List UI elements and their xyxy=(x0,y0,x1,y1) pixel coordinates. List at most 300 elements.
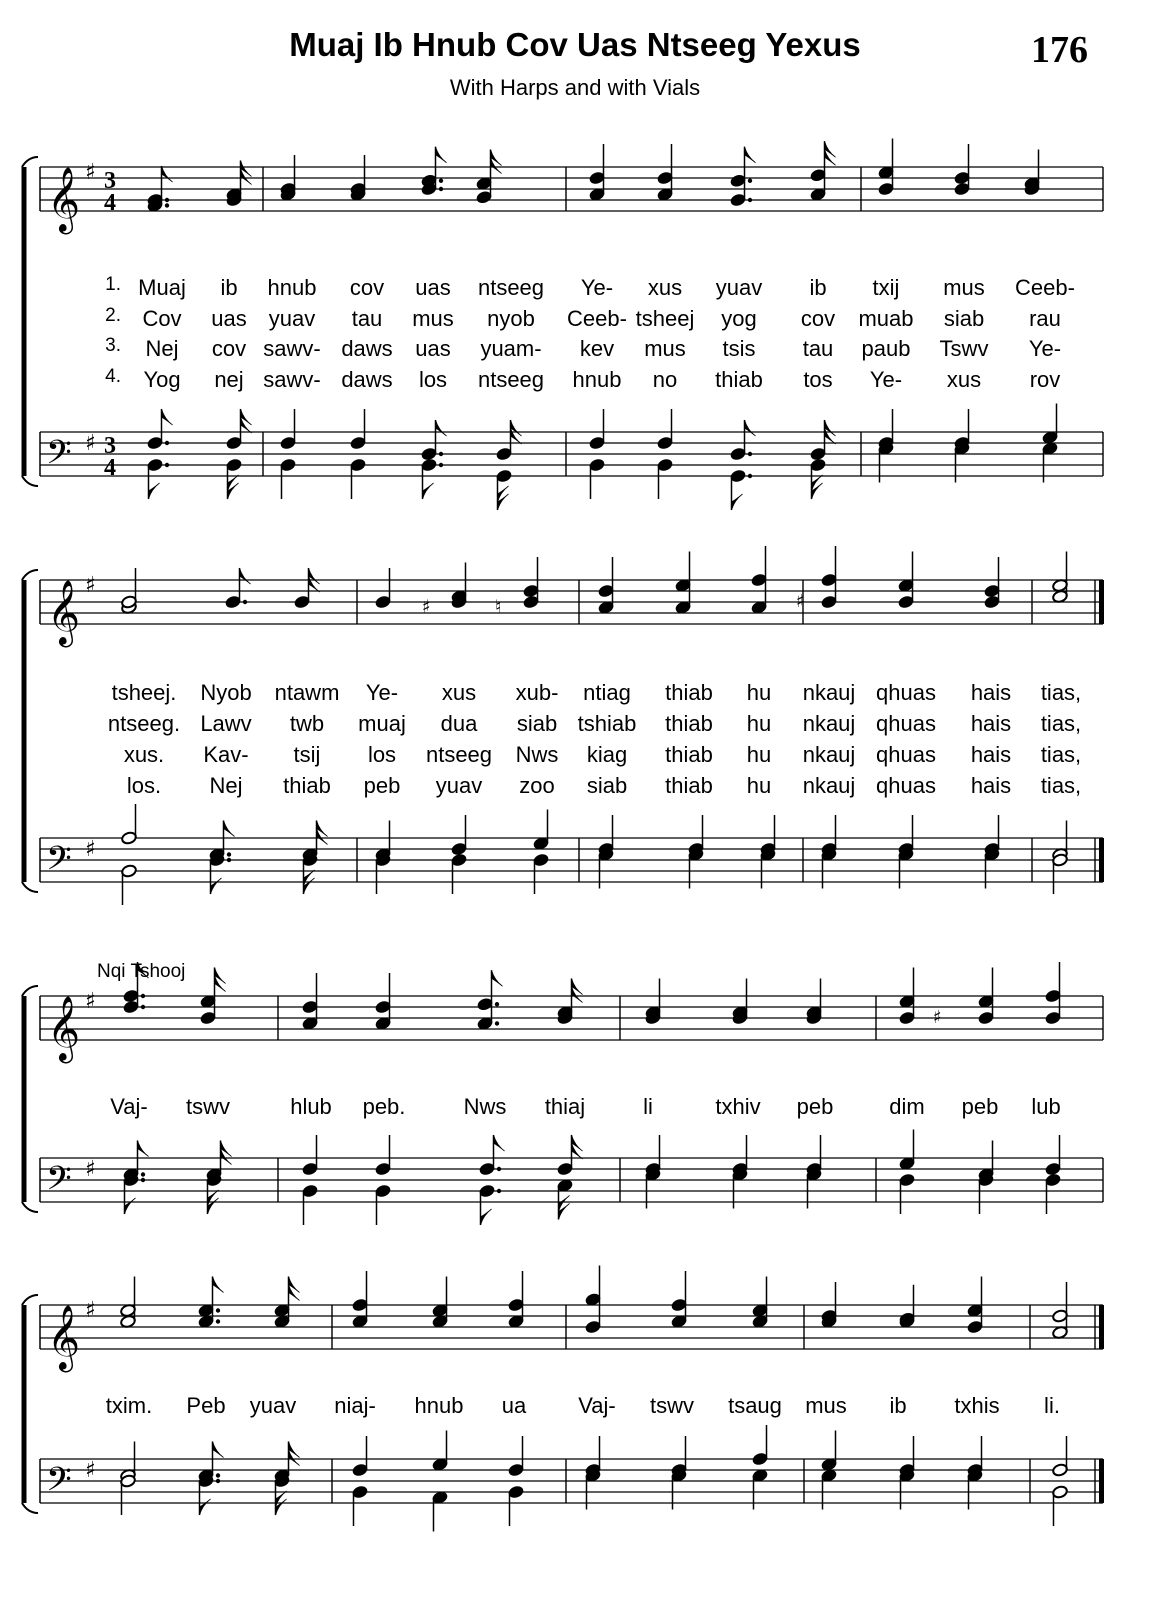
lyric-syllable: lub xyxy=(1031,1094,1061,1119)
lyric-syllable: thiab xyxy=(665,742,713,767)
lyric-syllable: txhiv xyxy=(715,1094,761,1119)
bracket-top-hook xyxy=(22,986,38,996)
lyric-syllable: peb. xyxy=(362,1094,406,1119)
key-signature-sharp: ♯ xyxy=(85,1458,96,1483)
note-flag xyxy=(481,1209,492,1225)
key-signature-sharp: ♯ xyxy=(85,431,96,456)
bass-note-upper xyxy=(1042,404,1059,445)
lyric-syllable: daws xyxy=(341,367,393,392)
lyric-syllable: ua xyxy=(501,1393,527,1418)
augmentation-dot xyxy=(439,187,443,191)
lyric-syllable: niaj- xyxy=(334,1393,376,1418)
bass-clef-icon: 𝄢 xyxy=(46,840,72,886)
augmentation-dot xyxy=(141,1005,145,1009)
lyric-syllable: daws xyxy=(341,336,393,361)
verse-number: 1. xyxy=(105,274,121,295)
bracket-top-hook xyxy=(22,157,38,167)
augmentation-dot xyxy=(165,441,169,445)
bass-note-lower xyxy=(375,853,392,894)
lyric-syllable: thiab xyxy=(665,711,713,736)
bass-note-lower xyxy=(451,853,468,894)
bass-note-lower xyxy=(978,1173,995,1214)
bass-note-upper xyxy=(810,420,836,461)
lyric-syllable: tias, xyxy=(1040,773,1082,798)
lyric-syllable: xus. xyxy=(123,742,165,767)
lyric-syllable: muaj xyxy=(358,711,406,736)
note-flag xyxy=(492,970,503,986)
bass-note-lower xyxy=(1045,1173,1062,1214)
verse-number: 4. xyxy=(105,366,121,387)
augmentation-dot xyxy=(439,452,443,456)
lyric-syllable: hais xyxy=(970,742,1012,767)
lyric-syllable: nkauj xyxy=(802,680,856,705)
lyric-syllable: zoo xyxy=(519,773,555,798)
lyric-syllable: uas xyxy=(415,336,451,361)
bass-note-lower xyxy=(657,458,674,499)
augmentation-dot xyxy=(243,600,247,604)
lyric-syllable: yuav xyxy=(268,306,316,331)
lyric-syllable: txij xyxy=(872,275,900,300)
key-signature-sharp: ♯ xyxy=(85,160,96,185)
treble-note xyxy=(751,546,768,615)
note-flag xyxy=(423,483,434,499)
augmentation-dot xyxy=(165,463,169,467)
accidental-sharp: ♯ xyxy=(796,591,805,612)
augmentation-dot xyxy=(748,452,752,456)
augmentation-dot xyxy=(748,198,752,202)
treble-note xyxy=(954,144,971,196)
bass-note-upper xyxy=(147,409,173,450)
note-flag xyxy=(213,1277,224,1293)
lyric-syllable: peb xyxy=(363,773,401,798)
bass-note-upper xyxy=(432,1431,449,1472)
bass-note-lower xyxy=(226,458,243,499)
treble-note xyxy=(508,1271,525,1329)
augmentation-dot xyxy=(216,1319,220,1323)
bracket-bottom-hook xyxy=(22,1503,38,1513)
accidental-sharp: ♯ xyxy=(422,596,431,618)
bracket-bottom-hook xyxy=(22,476,38,486)
note-flag xyxy=(732,494,743,510)
lyric-syllable: nej xyxy=(214,367,244,392)
lyric-syllable: tias, xyxy=(1040,742,1082,767)
lyric-syllable: Kav- xyxy=(203,742,249,767)
lyric-syllable: Ye- xyxy=(580,275,614,300)
treble-note xyxy=(899,1285,916,1329)
lyric-syllable: nkauj xyxy=(802,711,856,736)
note-flag xyxy=(211,878,222,894)
bass-clef-icon: 𝄢 xyxy=(46,434,72,480)
treble-note xyxy=(476,150,502,205)
augmentation-dot xyxy=(141,994,145,998)
bracket-top-hook xyxy=(22,1295,38,1305)
bass-note-lower xyxy=(1052,1485,1069,1526)
treble-note xyxy=(302,973,319,1031)
note-flag xyxy=(745,147,756,163)
bass-note-upper xyxy=(352,1436,369,1477)
lyric-syllable: txim. xyxy=(105,1393,153,1418)
treble-note xyxy=(589,144,606,202)
lyric-syllable: rov xyxy=(1029,367,1061,392)
note-flag xyxy=(149,483,160,499)
bass-note-upper xyxy=(479,1135,505,1176)
lyric-syllable: Nej xyxy=(145,336,179,361)
lyric-syllable: tswv xyxy=(186,1094,230,1119)
tempo-marking: Nqi Tshooj xyxy=(97,961,186,982)
treble-clef-icon: 𝄞 xyxy=(47,1305,81,1370)
lyric-syllable: tau xyxy=(351,306,383,331)
lyric-syllable: ib xyxy=(809,275,827,300)
lyric-syllable: thiab xyxy=(283,773,331,798)
augmentation-dot xyxy=(165,198,169,202)
lyric-syllable: Nej xyxy=(209,773,243,798)
lyric-syllable: siab xyxy=(943,306,985,331)
lyric-syllable: yog xyxy=(721,306,757,331)
bass-note-upper xyxy=(302,1135,319,1176)
augmentation-dot xyxy=(227,858,231,862)
lyric-syllable: no xyxy=(652,367,678,392)
bass-note-lower xyxy=(280,458,297,499)
lyric-syllable: sawv- xyxy=(263,336,321,361)
lyric-syllable: tau xyxy=(802,336,834,361)
lyric-syllable: Muaj xyxy=(138,275,186,300)
note-flag xyxy=(224,821,235,837)
lyric-syllable: xus xyxy=(441,680,477,705)
treble-note xyxy=(585,1266,602,1335)
key-signature-sharp: ♯ xyxy=(85,837,96,862)
lyric-syllable: ntawm xyxy=(274,680,340,705)
treble-note xyxy=(375,973,392,1031)
key-signature-sharp: ♯ xyxy=(85,573,96,598)
key-signature-sharp: ♯ xyxy=(85,1298,96,1323)
lyric-syllable: siab xyxy=(516,711,558,736)
treble-note xyxy=(120,1277,137,1329)
final-barline-thick xyxy=(1099,1459,1104,1503)
treble-note xyxy=(657,144,674,202)
lyric-syllable: Ye- xyxy=(1028,336,1062,361)
bass-note-upper xyxy=(730,420,756,461)
bass-note-upper xyxy=(451,815,468,856)
bass-note-upper xyxy=(557,1135,583,1176)
lyric-syllable: peb xyxy=(961,1094,999,1119)
lyric-syllable: hu xyxy=(746,680,772,705)
treble-note xyxy=(752,1277,769,1329)
bracket-bottom-hook xyxy=(22,1202,38,1212)
bass-note-upper xyxy=(899,1130,916,1171)
bass-clef-icon: 𝄢 xyxy=(46,1160,72,1206)
treble-clef-icon: 𝄞 xyxy=(47,580,81,645)
treble-note xyxy=(523,557,540,609)
treble-note xyxy=(730,147,756,207)
lyric-syllable: Vaj- xyxy=(110,1094,148,1119)
treble-note xyxy=(671,1271,688,1329)
bass-note-lower xyxy=(302,1184,319,1225)
lyric-syllable: tsij xyxy=(293,742,321,767)
lyric-syllable: muab xyxy=(858,306,914,331)
bass-note-upper xyxy=(1052,1436,1069,1477)
bass-note-lower xyxy=(589,458,606,499)
treble-note xyxy=(352,1271,369,1329)
lyric-syllable: xus xyxy=(647,275,683,300)
lyric-syllable: qhuas xyxy=(876,711,936,736)
note-flag xyxy=(213,1442,224,1458)
lyric-syllable: yuav xyxy=(435,773,483,798)
lyric-syllable: ntseeg. xyxy=(107,711,181,736)
lyric-syllable: hu xyxy=(746,742,772,767)
lyric-syllable: tsheej. xyxy=(111,680,177,705)
treble-note xyxy=(1052,1282,1069,1340)
lyric-syllable: rau xyxy=(1029,306,1061,331)
lyric-syllable: peb xyxy=(796,1094,834,1119)
bass-note-lower xyxy=(496,469,513,510)
bass-note-upper xyxy=(589,409,606,450)
bass-note-lower xyxy=(123,1173,145,1214)
lyric-syllable: ib xyxy=(220,275,238,300)
lyric-syllable: tos xyxy=(803,367,833,392)
lyric-syllable: hnub xyxy=(414,1393,464,1418)
augmentation-dot xyxy=(141,1172,145,1176)
note-flag xyxy=(162,166,173,182)
augmentation-dot xyxy=(216,1308,220,1312)
lyric-syllable: hais xyxy=(970,680,1012,705)
lyric-syllable: ntseeg xyxy=(425,742,493,767)
bass-note-lower xyxy=(209,853,231,894)
bass-note-lower xyxy=(1052,853,1069,894)
lyric-syllable: paub xyxy=(861,336,911,361)
bass-note-upper xyxy=(533,810,550,851)
lyric-syllable: thiaj xyxy=(544,1094,586,1119)
verse-number: 3. xyxy=(105,335,121,356)
lyric-syllable: Tswv xyxy=(939,336,989,361)
bass-note-upper xyxy=(421,420,447,461)
bass-note-upper xyxy=(821,1431,838,1472)
lyric-syllable: thiab xyxy=(665,680,713,705)
lyric-syllable: nkauj xyxy=(802,742,856,767)
treble-note xyxy=(1052,552,1069,604)
treble-note xyxy=(274,1277,300,1329)
verse-number: 2. xyxy=(105,305,121,326)
lyric-syllable: yuav xyxy=(715,275,763,300)
bass-note-lower xyxy=(206,1173,223,1214)
treble-note xyxy=(1024,150,1041,197)
lyric-syllable: mus xyxy=(412,306,454,331)
time-signature-bottom: 4 xyxy=(104,455,116,481)
lyric-syllable: Ye- xyxy=(869,367,903,392)
bass-note-upper xyxy=(508,1436,525,1477)
note-flag xyxy=(200,1499,211,1515)
lyric-syllable: uas xyxy=(415,275,451,300)
lyric-syllable: qhuas xyxy=(876,773,936,798)
augmentation-dot xyxy=(748,179,752,183)
bass-note-upper xyxy=(280,409,297,450)
lyric-syllable: hu xyxy=(746,773,772,798)
lyric-syllable: tshiab xyxy=(577,711,637,736)
lyric-syllable: Nws xyxy=(515,742,559,767)
lyric-syllable: Lawv xyxy=(200,711,252,736)
lyric-syllable: dua xyxy=(440,711,478,736)
augmentation-dot xyxy=(495,1002,499,1006)
lyric-syllable: tias, xyxy=(1040,680,1082,705)
treble-note xyxy=(810,141,836,201)
hymn-title: Muaj Ib Hnub Cov Uas Ntseeg Yexus xyxy=(289,26,861,63)
hymn-number: 176 xyxy=(1031,29,1088,71)
augmentation-dot xyxy=(439,463,443,467)
bass-note-upper xyxy=(752,1425,769,1466)
lyric-syllable: nkauj xyxy=(802,773,856,798)
lyric-syllable: uas xyxy=(211,306,247,331)
treble-note xyxy=(432,1277,449,1329)
bass-note-lower xyxy=(508,1485,525,1526)
lyric-syllable: cov xyxy=(800,306,836,331)
bass-note-lower xyxy=(121,864,138,905)
note-flag xyxy=(240,568,251,584)
treble-clef-icon: 𝄞 xyxy=(47,167,81,232)
bass-note-lower xyxy=(147,458,169,499)
bass-note-lower xyxy=(432,1490,449,1531)
lyric-syllable: ntseeg xyxy=(477,275,545,300)
augmentation-dot xyxy=(497,1189,501,1193)
treble-clef-icon: 𝄞 xyxy=(47,996,81,1061)
lyric-syllable: tsaug xyxy=(728,1393,782,1418)
lyric-syllable: los xyxy=(418,367,448,392)
lyric-syllable: yuav xyxy=(249,1393,297,1418)
lyric-syllable: hnub xyxy=(267,275,317,300)
bass-note-lower xyxy=(302,853,319,894)
treble-note xyxy=(421,147,447,196)
augmentation-dot xyxy=(216,1479,220,1483)
treble-staff-1 xyxy=(40,160,1103,234)
lyric-syllable: hu xyxy=(746,711,772,736)
final-barline-thick xyxy=(1099,838,1104,882)
treble-note xyxy=(675,552,692,615)
lyric-syllable: hais xyxy=(970,711,1012,736)
bass-note-lower xyxy=(274,1474,291,1515)
bass-note-lower xyxy=(899,1173,916,1214)
lyric-syllable: Ceeb- xyxy=(567,306,627,331)
augmentation-dot xyxy=(216,1473,220,1477)
lyric-syllable: li. xyxy=(1044,1393,1060,1418)
lyric-syllable: tsis xyxy=(722,336,756,361)
bass-note-lower xyxy=(479,1184,501,1225)
bass-note-lower xyxy=(375,1184,392,1225)
lyric-syllable: los xyxy=(367,742,397,767)
treble-note xyxy=(645,979,662,1026)
bass-note-lower xyxy=(120,1474,137,1515)
treble-note xyxy=(821,546,838,609)
lyric-syllable: sawv- xyxy=(263,367,321,392)
time-signature-bottom: 4 xyxy=(104,190,116,216)
treble-note xyxy=(598,557,615,615)
accidental-sharp: ♮ xyxy=(495,596,502,618)
bass-note-lower xyxy=(198,1474,220,1515)
lyric-syllable: ntiag xyxy=(583,680,631,705)
bracket-top-hook xyxy=(22,570,38,580)
bass-staff-1 xyxy=(40,431,1103,481)
treble-note xyxy=(477,970,503,1030)
lyric-syllable: qhuas xyxy=(876,680,936,705)
treble-staff-2 xyxy=(40,573,1104,647)
bass-note-upper xyxy=(496,420,522,461)
treble-note xyxy=(375,568,392,609)
lyric-syllable: ib xyxy=(889,1393,907,1418)
key-signature-sharp: ♯ xyxy=(85,989,96,1014)
augmentation-dot xyxy=(227,852,231,856)
lyric-syllable: Ceeb- xyxy=(1015,275,1075,300)
key-signature-sharp: ♯ xyxy=(85,1157,96,1182)
note-flag xyxy=(494,1135,505,1151)
bass-note-lower xyxy=(350,458,367,499)
treble-note xyxy=(1045,962,1062,1025)
bass-note-upper xyxy=(1045,1135,1062,1176)
lyric-syllable: qhuas xyxy=(876,742,936,767)
lyric-syllable: xus xyxy=(946,367,982,392)
lyric-syllable: siab xyxy=(586,773,628,798)
lyric-syllable: kiag xyxy=(586,742,628,767)
note-flag xyxy=(436,420,447,436)
lyric-syllable: hlub xyxy=(290,1094,332,1119)
bass-note-lower xyxy=(352,1485,369,1526)
lyric-syllable: li xyxy=(643,1094,653,1119)
treble-note xyxy=(984,557,1001,609)
treble-note xyxy=(225,568,251,609)
augmentation-dot xyxy=(497,1167,501,1171)
bass-note-upper xyxy=(226,409,252,450)
lyric-syllable: Nws xyxy=(463,1094,507,1119)
note-flag xyxy=(138,1141,149,1157)
lyric-syllable: twb xyxy=(289,711,325,736)
lyric-syllable: tias, xyxy=(1040,711,1082,736)
final-barline-thick xyxy=(1099,1305,1104,1349)
time-signature-top: 3 xyxy=(104,168,116,194)
lyric-syllable: hnub xyxy=(572,367,622,392)
note-flag xyxy=(745,420,756,436)
lyric-syllable: tsheej xyxy=(635,306,695,331)
lyric-syllable: nyob xyxy=(487,306,535,331)
lyric-syllable: los. xyxy=(126,773,162,798)
augmentation-dot xyxy=(495,1021,499,1025)
lyric-syllable: thiab xyxy=(665,773,713,798)
lyric-syllable: Vaj- xyxy=(578,1393,616,1418)
treble-note xyxy=(294,568,320,609)
bass-note-upper xyxy=(121,804,138,845)
bass-note-lower xyxy=(421,458,443,499)
augmentation-dot xyxy=(165,203,169,207)
hymn-subtitle: With Harps and with Vials xyxy=(449,75,701,100)
lyric-syllable: Nyob xyxy=(200,680,252,705)
bracket-bottom-hook xyxy=(22,882,38,892)
lyric-syllable: dim xyxy=(889,1094,925,1119)
lyric-syllable: tswv xyxy=(650,1393,694,1418)
lyric-syllable: thiab xyxy=(715,367,763,392)
bass-note-lower xyxy=(810,458,827,499)
note-flag xyxy=(125,1198,136,1214)
lyric-syllable: mus xyxy=(805,1393,847,1418)
accidental-sharp: ♯ xyxy=(933,1007,942,1028)
bass-note-lower xyxy=(557,1178,574,1219)
lyric-syllable: Yog xyxy=(143,367,181,392)
lyric-syllable: mus xyxy=(943,275,985,300)
bass-note-lower xyxy=(533,853,550,894)
treble-note xyxy=(806,979,823,1026)
augmentation-dot xyxy=(141,1178,145,1182)
lyric-syllable: cov xyxy=(349,275,385,300)
lyric-syllable: kev xyxy=(579,336,615,361)
bass-note-upper xyxy=(350,409,367,450)
bass-staff-2 xyxy=(40,837,1104,886)
lyric-syllable: txhis xyxy=(954,1393,1000,1418)
note-flag xyxy=(162,409,173,425)
lyric-syllable: xub- xyxy=(515,680,559,705)
